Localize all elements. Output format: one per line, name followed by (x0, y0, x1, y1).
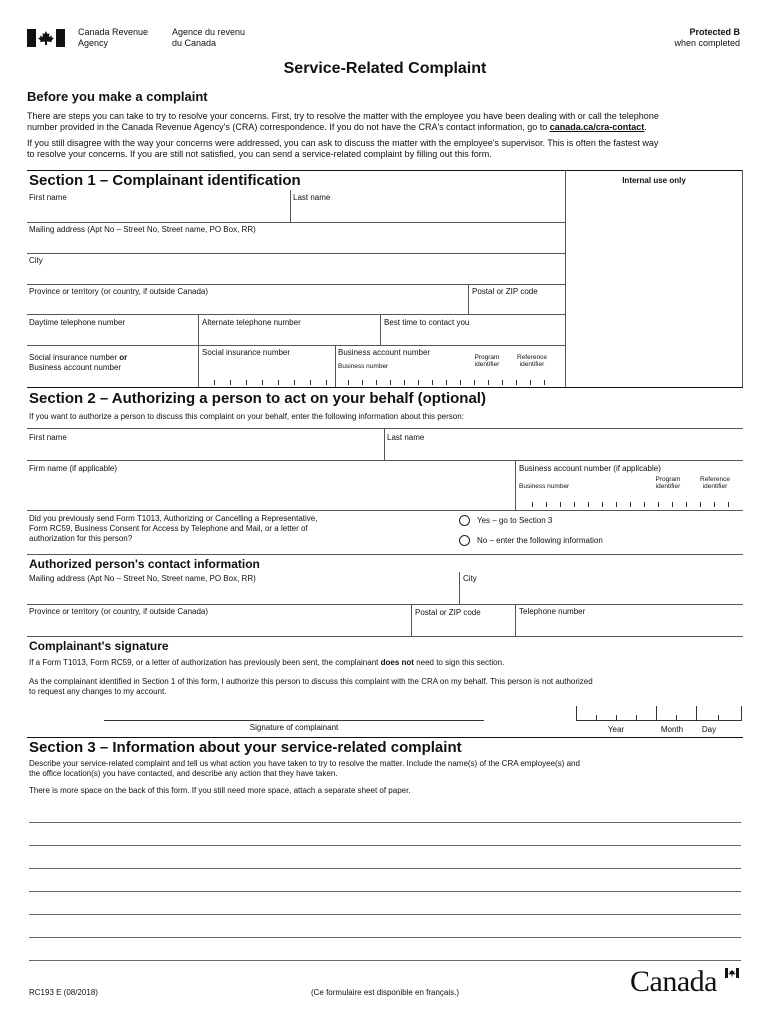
internal-use-divider (565, 170, 566, 388)
s2-first-name-field[interactable]: First name (29, 433, 67, 442)
date-day-label: Day (701, 725, 717, 734)
s1-program-identifier-label: Program identifier (474, 354, 500, 368)
s2-no-radio[interactable] (459, 535, 470, 546)
canada-flag-icon (27, 29, 65, 47)
s2-contact-heading: Authorized person's contact information (29, 557, 260, 571)
s2-yes-radio[interactable] (459, 515, 470, 526)
date-month-label: Month (660, 725, 684, 734)
page-title: Service-Related Complaint (283, 60, 487, 77)
intro-paragraph-1: There are steps you can take to try to resolve your concerns. First, try to resolve the matter with the employee you have been dealing with or call the telephone number provided in the Canada Revenue Agency's (CRA) correspondence. If you do not have the CRA's contact information, go to canada.ca/cra-contact. (27, 111, 659, 132)
agency-name-fr: Agence du revenu du Canada (172, 27, 246, 48)
section2-intro: If you want to authorize a person to discuss this complaint on your behalf, enter the following information about this person: (29, 412, 464, 421)
s1-reference-identifier-label: Reference identifier (517, 354, 547, 368)
s1-ban-field[interactable]: Business account number (338, 348, 431, 357)
s1-daytime-phone-field[interactable]: Daytime telephone number (29, 318, 126, 327)
s2-yes-label: Yes – go to Section 3 (477, 516, 553, 525)
s1-business-number-label: Business number (338, 363, 389, 370)
canada-wordmark: Canada (630, 966, 740, 998)
s1-mailing-address-field[interactable]: Mailing address (Apt No – Street No, Street name, PO Box, RR) (29, 225, 256, 234)
complaint-text-area[interactable] (29, 800, 741, 966)
section3-more-space-note: There is more space on the back of this form. If you still need more space, attach a separate sheet of paper. (29, 786, 411, 795)
s2-business-number-label: Business number (519, 483, 570, 490)
intro-heading: Before you make a complaint (27, 89, 208, 104)
s2-city-field[interactable]: City (463, 574, 477, 583)
s2-last-name-field[interactable]: Last name (387, 433, 425, 442)
wordmark-flag-icon (725, 968, 739, 978)
section3-title: Section 3 – Information about your service-related complaint (29, 739, 462, 756)
agency-name-en: Canada Revenue Agency (78, 27, 149, 48)
s2-mailing-address-field[interactable]: Mailing address (Apt No – Street No, Street name, PO Box, RR) (29, 574, 256, 583)
s2-telephone-field[interactable]: Telephone number (519, 607, 586, 616)
s1-postal-code-field[interactable]: Postal or ZIP code (472, 287, 538, 296)
s2-authorization-statement: As the complainant identified in Section 1 of this form, I authorize this person to discuss this complaint with the CRA on my behalf. This person is not authorized to request any changes to my account. (29, 677, 593, 696)
s2-signature-note: If a Form T1013, Form RC59, or a letter of authorization has previously been sent, the complainant does not need to sign this section. (29, 658, 505, 667)
protected-status: Protected B when completed (674, 27, 740, 48)
s2-postal-code-field[interactable]: Postal or ZIP code (415, 608, 481, 617)
s1-city-field[interactable]: City (29, 256, 43, 265)
s2-ban-field[interactable]: Business account number (if applicable) (519, 464, 661, 473)
form-identifier: RC193 E (08/2018) (29, 988, 98, 997)
signature-line[interactable] (104, 720, 484, 721)
date-year-label: Year (607, 725, 625, 734)
s2-signature-heading: Complainant's signature (29, 639, 169, 653)
section1-top-rule (27, 170, 743, 171)
section3-description: Describe your service-related complaint and tell us what action you have taken to try to resolve the matter. Include the name(s) of the CRA employee(s) and the office location(s) you have contacted, and describe any action that they have taken. (29, 759, 580, 778)
s2-province-field[interactable]: Province or territory (or country, if outside Canada) (29, 607, 209, 616)
s2-previous-authorization-question: Did you previously send Form T1013, Authorizing or Cancelling a Representative, Form RC59, Business Consent for Access by Telephone and Mail, or a letter of authorization for this person? (29, 514, 318, 543)
s1-alternate-phone-field[interactable]: Alternate telephone number (202, 318, 301, 327)
signature-date-field[interactable] (576, 706, 742, 722)
s2-firm-name-field[interactable]: Firm name (if applicable) (29, 464, 118, 473)
french-availability-note: (Ce formulaire est disponible en français.) (310, 988, 460, 997)
s2-program-identifier-label: Program identifier (655, 476, 681, 490)
s1-sin-field[interactable]: Social insurance number (202, 348, 291, 357)
s1-province-field[interactable]: Province or territory (or country, if outside Canada) (29, 287, 209, 296)
internal-use-label: Internal use only (622, 176, 686, 185)
section1-title: Section 1 – Complainant identification (29, 172, 301, 189)
s1-best-time-field[interactable]: Best time to contact you (384, 318, 470, 327)
s1-sin-or-ban-label: Social insurance number or Business account number (29, 353, 128, 372)
section2-title: Section 2 – Authorizing a person to act on your behalf (optional) (29, 390, 486, 407)
signature-label: Signature of complainant (249, 723, 339, 732)
s2-reference-identifier-label: Reference identifier (700, 476, 730, 490)
s2-no-label: No – enter the following information (477, 536, 603, 545)
intro-paragraph-2: If you still disagree with the way your concerns were addressed, you can ask to discuss the matter with the employee's supervisor. This is often the fastest way to resolve your concerns. If you are still not satisfied, you can send a service-related complaint by filling out this form. (27, 138, 659, 159)
s1-first-name-field[interactable]: First name (29, 193, 67, 202)
cra-contact-link[interactable]: canada.ca/cra-contact (549, 122, 645, 132)
s1-last-name-field[interactable]: Last name (293, 193, 331, 202)
